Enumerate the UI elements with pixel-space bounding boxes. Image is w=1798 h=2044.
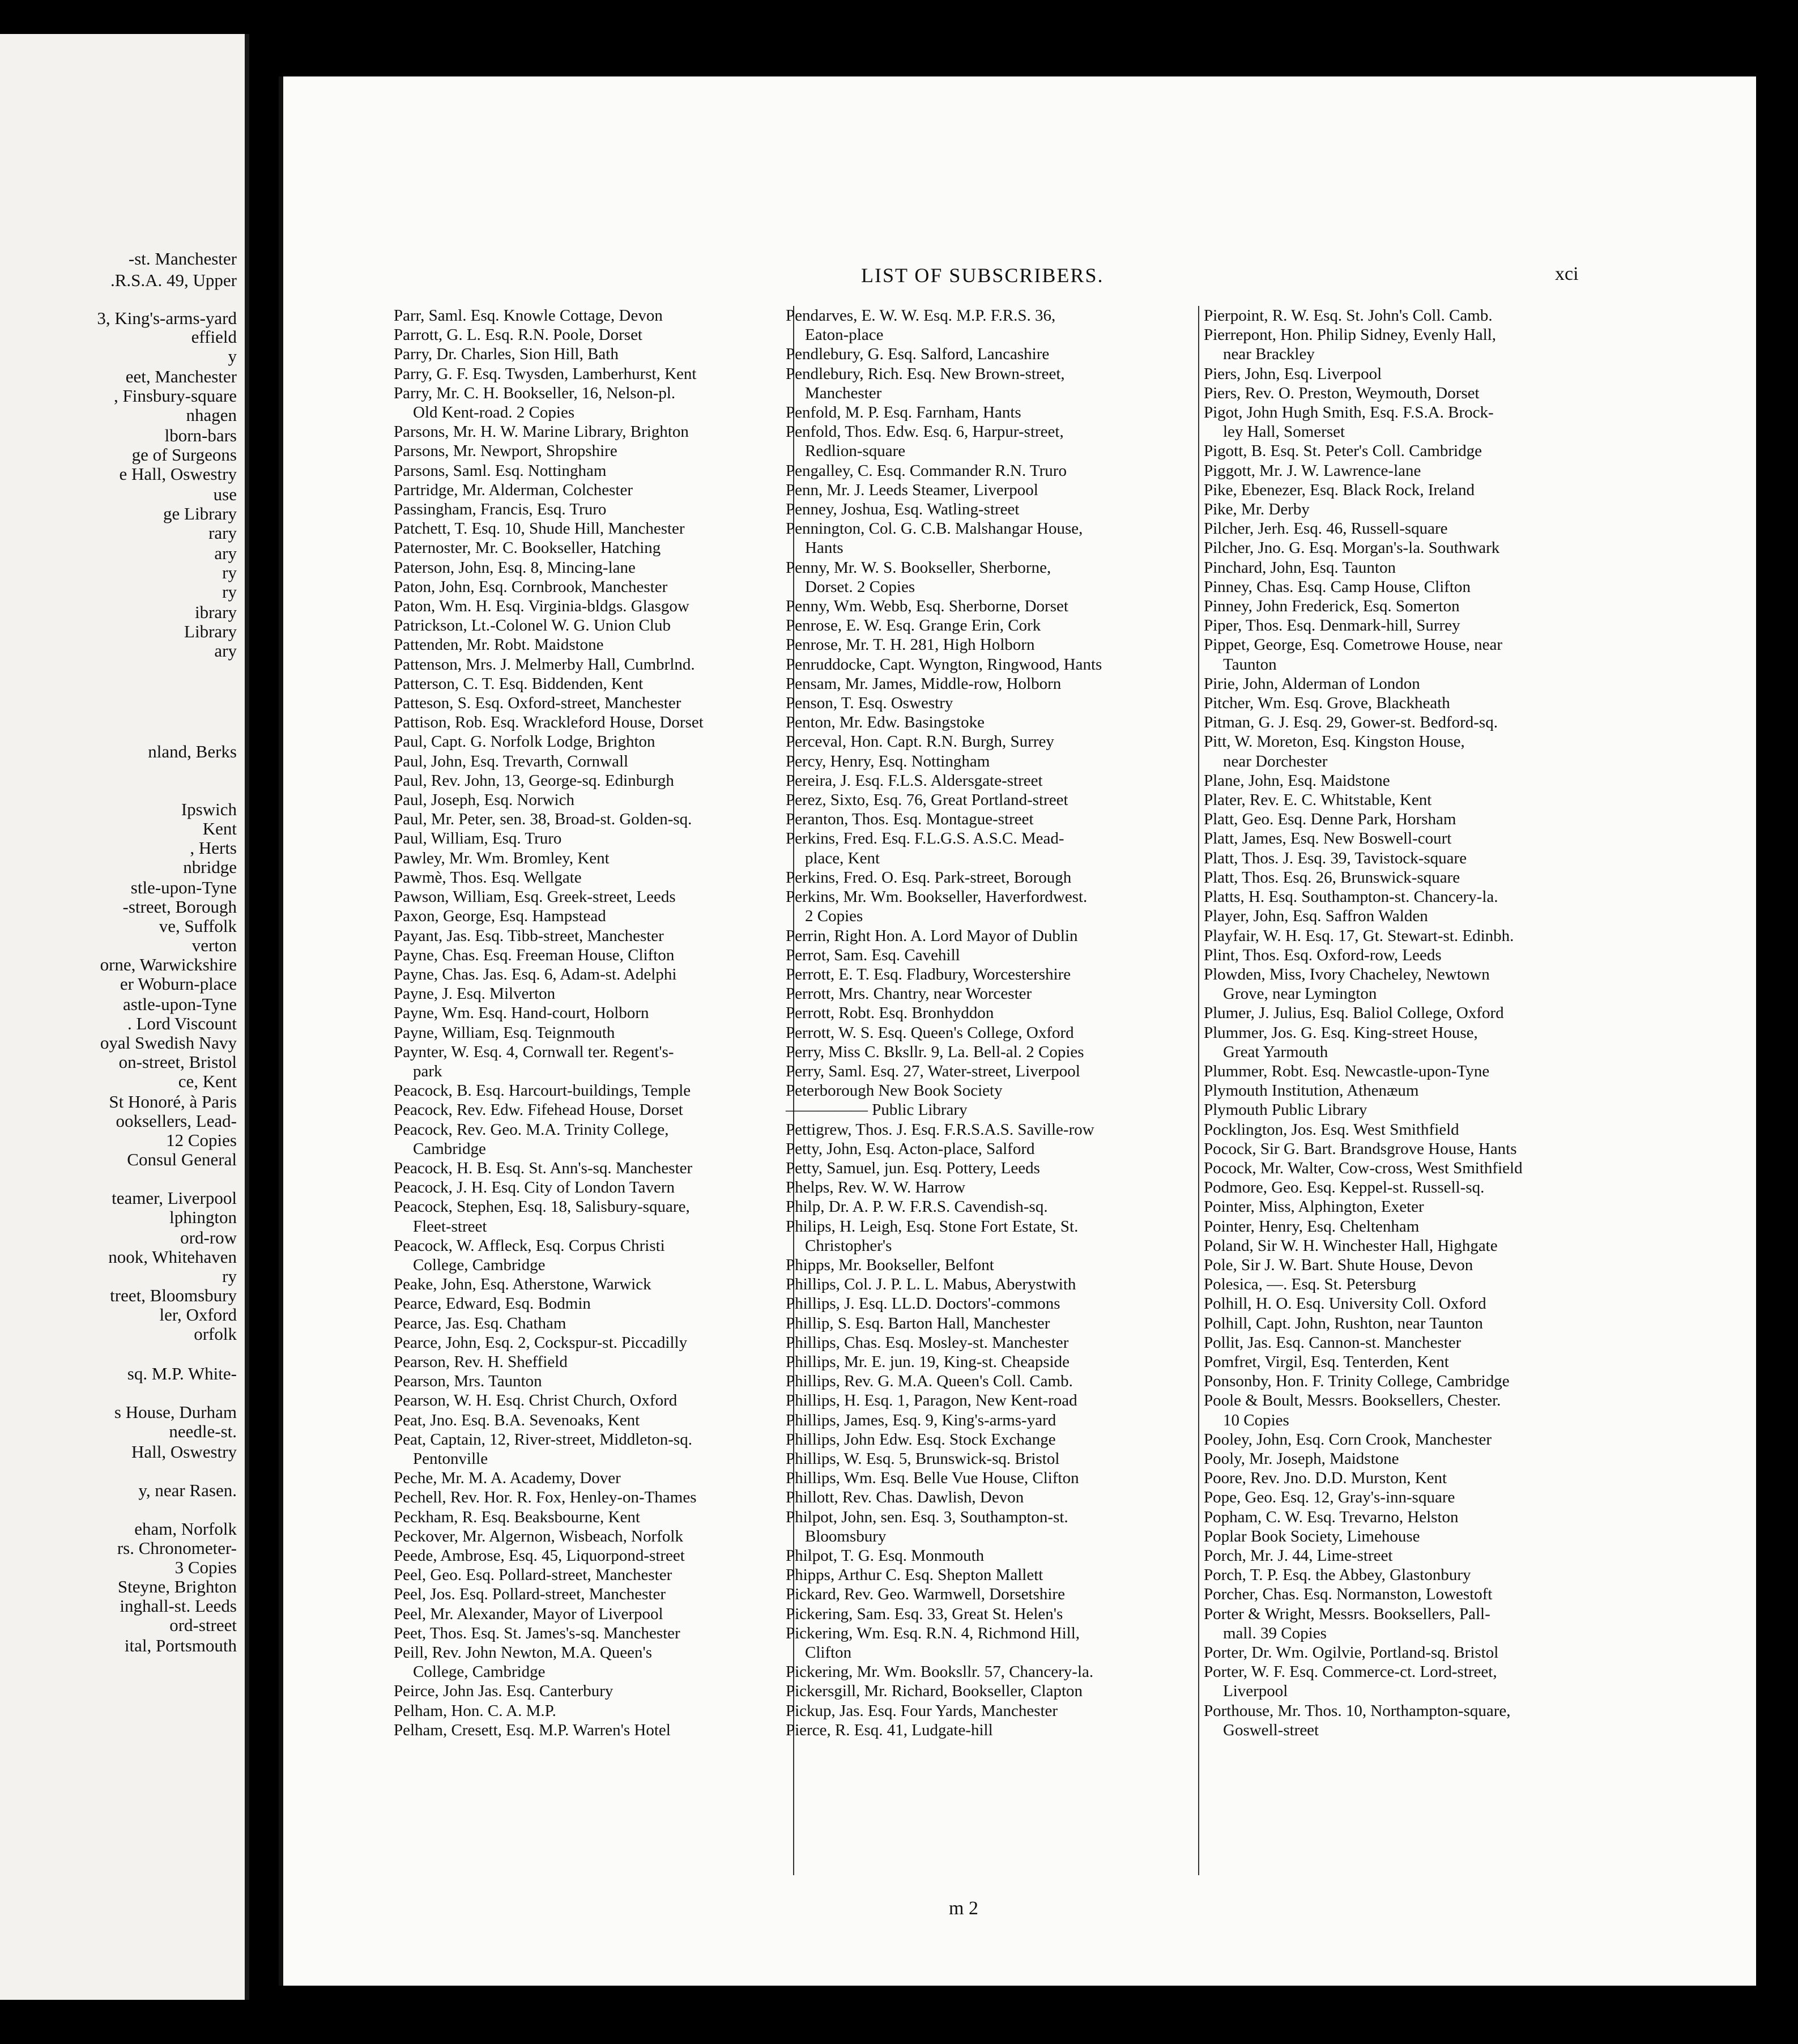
subscriber-entry: Peake, John, Esq. Atherstone, Warwick <box>394 1275 651 1294</box>
subscriber-entry: Playfair, W. H. Esq. 17, Gt. Stewart-st. Edinbh. <box>1204 926 1514 945</box>
subscriber-entry: Paul, Mr. Peter, sen. 38, Broad-st. Golden-sq. <box>394 810 692 829</box>
subscriber-entry: Poole & Boult, Messrs. Booksellers, Chester. <box>1204 1391 1501 1410</box>
subscriber-entry: Peche, Mr. M. A. Academy, Dover <box>394 1469 621 1488</box>
subscriber-entry: Penton, Mr. Edw. Basingstoke <box>786 713 985 732</box>
subscriber-entry: mall. 39 Copies <box>1223 1624 1327 1642</box>
subscriber-entry: Pigot, John Hugh Smith, Esq. F.S.A. Brock- <box>1204 403 1494 422</box>
subscriber-entry: Peede, Ambrose, Esq. 45, Liquorpond-street <box>394 1547 685 1565</box>
subscriber-entry: Paul, Joseph, Esq. Norwich <box>394 791 574 810</box>
subscriber-entry: Popham, C. W. Esq. Trevarno, Helston <box>1204 1508 1459 1526</box>
subscriber-column-2 <box>786 306 1182 1740</box>
facing-page-line: sq. M.P. White- <box>127 1364 237 1383</box>
subscriber-entry: Pawmè, Thos. Esq. Wellgate <box>394 868 582 887</box>
facing-page-line: astle-upon-Tyne <box>123 994 237 1014</box>
subscriber-entry: Plowden, Miss, Ivory Chacheley, Newtown <box>1204 965 1490 983</box>
subscriber-entry: Poland, Sir W. H. Winchester Hall, Highgate <box>1204 1236 1498 1255</box>
subscriber-entry: Paynter, W. Esq. 4, Cornwall ter. Regent's- <box>394 1042 674 1061</box>
subscriber-entry: Plymouth Public Library <box>1204 1101 1367 1119</box>
subscriber-entry: Pickup, Jas. Esq. Four Yards, Manchester <box>786 1701 1058 1720</box>
facing-page-line: , Herts <box>190 838 237 858</box>
subscriber-entry: Peckham, R. Esq. Beaksbourne, Kent <box>394 1508 640 1526</box>
facing-page-line: Library <box>184 621 237 641</box>
subscriber-entry: Peacock, Rev. Edw. Fifehead House, Dorset <box>394 1101 683 1119</box>
subscriber-entry: Fleet-street <box>413 1217 487 1236</box>
facing-page-line: nhagen <box>186 405 237 425</box>
facing-page-line: 12 Copies <box>166 1130 237 1150</box>
subscriber-entry: 2 Copies <box>805 907 863 926</box>
subscriber-entry: Patterson, C. T. Esq. Biddenden, Kent <box>394 674 644 693</box>
facing-page-line: y, near Rasen. <box>138 1480 237 1500</box>
subscriber-column-1 <box>394 306 790 1740</box>
subscriber-entry: Paterson, John, Esq. 8, Mincing-lane <box>394 558 636 577</box>
subscriber-entry: Pettigrew, Thos. J. Esq. F.R.S.A.S. Saville-row <box>786 1120 1094 1139</box>
subscriber-entry: Penson, T. Esq. Oswestry <box>786 694 953 713</box>
subscriber-entry: Parsons, Mr. H. W. Marine Library, Brighton <box>394 423 689 441</box>
subscriber-entry: Peacock, Stephen, Esq. 18, Salisbury-square, <box>394 1198 690 1216</box>
subscriber-entry: Phillips, Col. J. P. L. L. Mabus, Aberystwith <box>786 1275 1076 1294</box>
subscriber-entry: Pirie, John, Alderman of London <box>1204 674 1420 693</box>
subscriber-entry: Peat, Jno. Esq. B.A. Sevenoaks, Kent <box>394 1411 640 1429</box>
facing-page-line: nland, Berks <box>148 742 237 761</box>
subscriber-entry: Phillott, Rev. Chas. Dawlish, Devon <box>786 1488 1024 1507</box>
subscriber-entry: Parr, Saml. Esq. Knowle Cottage, Devon <box>394 306 663 325</box>
subscriber-entry: Plummer, Jos. G. Esq. King-street House, <box>1204 1023 1478 1042</box>
subscriber-entry: Pattenson, Mrs. J. Melmerby Hall, Cumbrlnd. <box>394 655 695 674</box>
subscriber-entry: Payne, J. Esq. Milverton <box>394 985 556 1003</box>
subscriber-entry: Penrose, Mr. T. H. 281, High Holborn <box>786 636 1035 654</box>
subscriber-entry: Phillips, Mr. E. jun. 19, King-st. Cheapside <box>786 1352 1070 1371</box>
facing-page-line: nbridge <box>183 857 237 877</box>
subscriber-entry: Pomfret, Virgil, Esq. Tenterden, Kent <box>1204 1352 1449 1371</box>
facing-page-line: ry <box>222 582 237 602</box>
subscriber-entry: Perrott, Mrs. Chantry, near Worcester <box>786 985 1032 1003</box>
facing-page-line: ord-row <box>180 1228 237 1247</box>
subscriber-entry: College, Cambridge <box>413 1255 546 1274</box>
subscriber-entry: Pearce, John, Esq. 2, Cockspur-st. Piccadilly <box>394 1333 688 1352</box>
subscriber-entry: Piper, Thos. Esq. Denmark-hill, Surrey <box>1204 616 1460 635</box>
subscriber-entry: Manchester <box>805 384 882 402</box>
subscriber-entry: Philips, H. Leigh, Esq. Stone Fort Estate, St. <box>786 1217 1079 1236</box>
facing-page-line: e Hall, Oswestry <box>119 464 237 484</box>
facing-page-line: stle-upon-Tyne <box>130 878 237 897</box>
facing-page-line: -st. Manchester <box>128 249 237 269</box>
subscriber-entry: Piggott, Mr. J. W. Lawrence-lane <box>1204 461 1421 480</box>
subscriber-entry: Pierce, R. Esq. 41, Ludgate-hill <box>786 1721 993 1739</box>
subscriber-entry: Pickering, Wm. Esq. R.N. 4, Richmond Hill, <box>786 1624 1080 1642</box>
facing-page-line: orfolk <box>194 1324 237 1344</box>
facing-page-line: Hall, Oswestry <box>131 1442 237 1462</box>
facing-page-line: 3 Copies <box>174 1557 237 1577</box>
page-header <box>283 263 1756 292</box>
subscriber-entry: Perrott, Robt. Esq. Bronhyddon <box>786 1004 994 1023</box>
subscriber-entry: Taunton <box>1223 655 1277 674</box>
subscriber-entry: Perry, Miss C. Bksllr. 9, La. Bell-al. 2 Copies <box>786 1042 1084 1061</box>
subscriber-entry: Pinney, John Frederick, Esq. Somerton <box>1204 597 1460 616</box>
subscriber-entry: place, Kent <box>805 849 880 867</box>
facing-page-line: oyal Swedish Navy <box>100 1033 237 1053</box>
subscriber-entry: Peacock, W. Affleck, Esq. Corpus Christi <box>394 1236 665 1255</box>
facing-page-edge <box>245 34 249 2000</box>
subscriber-entry: Pope, Geo. Esq. 12, Gray's-inn-square <box>1204 1488 1455 1507</box>
facing-page-line: -street, Borough <box>122 897 237 917</box>
subscriber-entry: Payant, Jas. Esq. Tibb-street, Manchester <box>394 926 664 945</box>
facing-page-line: ary <box>214 543 237 563</box>
subscriber-entry: Redlion-square <box>805 442 906 461</box>
subscriber-entry: Platt, James, Esq. New Boswell-court <box>1204 829 1452 848</box>
facing-page-line: er Woburn-place <box>120 974 237 994</box>
subscriber-entry: Phelps, Rev. W. W. Harrow <box>786 1178 966 1197</box>
subscriber-entry: Parsons, Saml. Esq. Nottingham <box>394 461 607 480</box>
subscriber-entry: Perkins, Fred. O. Esq. Park-street, Borough <box>786 868 1072 887</box>
facing-page-line: ge of Surgeons <box>131 445 237 465</box>
subscriber-entry: 10 Copies <box>1223 1411 1289 1429</box>
subscriber-entry: Bloomsbury <box>805 1527 887 1545</box>
subscriber-entry: Paton, John, Esq. Cornbrook, Manchester <box>394 577 668 596</box>
subscriber-entry: Phillips, Wm. Esq. Belle Vue House, Clifton <box>786 1469 1079 1488</box>
subscriber-entry: Pitt, W. Moreton, Esq. Kingston House, <box>1204 733 1465 751</box>
subscriber-entry: Phipps, Mr. Bookseller, Belfont <box>786 1255 994 1274</box>
subscriber-entry: Peacock, Rev. Geo. M.A. Trinity College, <box>394 1120 669 1139</box>
subscriber-entry: park <box>413 1062 442 1080</box>
subscriber-entry: Paton, Wm. H. Esq. Virginia-bldgs. Glasgow <box>394 597 689 616</box>
subscriber-entry: Pickersgill, Mr. Richard, Bookseller, Clapton <box>786 1682 1083 1701</box>
facing-page-line: eham, Norfolk <box>134 1519 237 1539</box>
subscriber-entry: Phillips, James, Esq. 9, King's-arms-yard <box>786 1411 1056 1429</box>
subscriber-entry: Pendlebury, G. Esq. Salford, Lancashire <box>786 345 1050 364</box>
subscriber-entry: Pattison, Rob. Esq. Wrackleford House, Dorset <box>394 713 704 732</box>
subscriber-entry: Perrott, W. S. Esq. Queen's College, Oxford <box>786 1023 1074 1042</box>
subscriber-entry: Porch, Mr. J. 44, Lime-street <box>1204 1547 1393 1565</box>
subscriber-entry: Pooly, Mr. Joseph, Maidstone <box>1204 1449 1399 1468</box>
facing-page-line: nook, Whitehaven <box>108 1247 237 1267</box>
subscriber-entry: Player, John, Esq. Saffron Walden <box>1204 907 1428 926</box>
subscriber-entry: Penrose, E. W. Esq. Grange Erin, Cork <box>786 616 1041 635</box>
facing-page-line: 3, King's-arms-yard <box>97 308 237 328</box>
subscriber-entry: Plymouth Institution, Athenæum <box>1204 1081 1419 1100</box>
subscriber-entry: Pickering, Sam. Esq. 33, Great St. Helen's <box>786 1604 1063 1623</box>
subscriber-entry: Peat, Captain, 12, River-street, Middleton-sq. <box>394 1430 692 1449</box>
facing-page-line: lborn-bars <box>164 425 237 445</box>
subscriber-entry: Partridge, Mr. Alderman, Colchester <box>394 480 633 499</box>
subscriber-entry: Pocock, Mr. Walter, Cow-cross, West Smithfield <box>1204 1159 1523 1177</box>
subscriber-entry: Pole, Sir J. W. Bart. Shute House, Devon <box>1204 1255 1473 1274</box>
subscriber-entry: Liverpool <box>1223 1682 1288 1701</box>
subscriber-entry: Pelham, Cresett, Esq. M.P. Warren's Hotel <box>394 1721 671 1739</box>
subscriber-entry: Parry, Mr. C. H. Bookseller, 16, Nelson-pl. <box>394 384 676 402</box>
facing-page-line: ord-street <box>169 1615 237 1635</box>
subscriber-entry: Penn, Mr. J. Leeds Steamer, Liverpool <box>786 480 1038 499</box>
subscriber-entry: Cambridge <box>413 1139 486 1158</box>
subscriber-entry: Penfold, Thos. Edw. Esq. 6, Harpur-street, <box>786 423 1064 441</box>
subscriber-entry: Phillips, W. Esq. 5, Brunswick-sq. Bristol <box>786 1449 1060 1468</box>
subscriber-entry: Eaton-place <box>805 326 884 344</box>
subscriber-entry: Pinchard, John, Esq. Taunton <box>1204 558 1396 577</box>
subscriber-entry: Peacock, B. Esq. Harcourt-buildings, Temple <box>394 1081 691 1100</box>
subscriber-entry: Paul, William, Esq. Truro <box>394 829 562 848</box>
facing-page-line: on-street, Bristol <box>118 1052 237 1072</box>
subscriber-entry: Payne, Wm. Esq. Hand-court, Holborn <box>394 1004 649 1023</box>
subscriber-entry: Phipps, Arthur C. Esq. Shepton Mallett <box>786 1566 1043 1585</box>
subscriber-entry: Pattenden, Mr. Robt. Maidstone <box>394 636 604 654</box>
subscriber-entry: Pitcher, Wm. Esq. Grove, Blackheath <box>1204 694 1450 713</box>
subscriber-entry: Patteson, S. Esq. Oxford-street, Manchester <box>394 694 681 713</box>
subscriber-entry: Peranton, Thos. Esq. Montague-street <box>786 810 1034 829</box>
facing-page-line: St Honoré, à Paris <box>109 1092 237 1112</box>
subscriber-entry: Pearson, Rev. H. Sheffield <box>394 1352 568 1371</box>
subscriber-entry: Paul, Capt. G. Norfolk Lodge, Brighton <box>394 733 655 751</box>
subscriber-entry: Plumer, J. Julius, Esq. Baliol College, Oxford <box>1204 1004 1504 1023</box>
subscriber-entry: Peterborough New Book Society <box>786 1081 1003 1100</box>
subscriber-entry: Pitman, G. J. Esq. 29, Gower-st. Bedford-sq. <box>1204 713 1498 732</box>
subscriber-entry: Poplar Book Society, Limehouse <box>1204 1527 1420 1545</box>
facing-page-line: Ipswich <box>181 799 237 819</box>
subscriber-entry: Pilcher, Jerh. Esq. 46, Russell-square <box>1204 519 1448 538</box>
facing-page-line: ooksellers, Lead- <box>116 1111 237 1131</box>
facing-page-line: ve, Suffolk <box>159 916 237 936</box>
subscriber-entry: Clifton <box>805 1643 852 1662</box>
subscriber-entry: Peirce, John Jas. Esq. Canterbury <box>394 1682 613 1701</box>
subscriber-entry: Pierrepont, Hon. Philip Sidney, Evenly Hall, <box>1204 326 1497 344</box>
page-number: xci <box>1555 263 1579 284</box>
facing-page-line: y <box>228 346 237 366</box>
facing-page-line: needle-st. <box>169 1421 237 1441</box>
signature-mark: m 2 <box>949 1898 978 1919</box>
subscriber-entry: Old Kent-road. 2 Copies <box>413 403 575 422</box>
subscriber-entry: Plummer, Robt. Esq. Newcastle-upon-Tyne <box>1204 1062 1490 1080</box>
subscriber-entry: Pearson, W. H. Esq. Christ Church, Oxford <box>394 1391 678 1410</box>
subscriber-entry: Perkins, Fred. Esq. F.L.G.S. A.S.C. Mead- <box>786 829 1064 848</box>
subscriber-entry: Perrot, Sam. Esq. Cavehill <box>786 946 960 964</box>
subscriber-entry: Penfold, M. P. Esq. Farnham, Hants <box>786 403 1021 422</box>
subscriber-entry: Penney, Joshua, Esq. Watling-street <box>786 500 1020 519</box>
subscriber-entry: Philpot, John, sen. Esq. 3, Southampton-st. <box>786 1508 1068 1526</box>
subscriber-entry: Pensam, Mr. James, Middle-row, Holborn <box>786 674 1062 693</box>
subscriber-entry: Phillips, John Edw. Esq. Stock Exchange <box>786 1430 1056 1449</box>
subscriber-entry: Phillip, S. Esq. Barton Hall, Manchester <box>786 1314 1050 1332</box>
subscriber-entry: Peacock, J. H. Esq. City of London Tavern <box>394 1178 675 1197</box>
facing-page-line: ry <box>222 1266 237 1286</box>
subscriber-entry: Pawley, Mr. Wm. Bromley, Kent <box>394 849 610 867</box>
facing-page-line: Consul General <box>127 1149 237 1169</box>
subscriber-entry: Pearce, Edward, Esq. Bodmin <box>394 1294 591 1313</box>
subscriber-entry: Perrin, Right Hon. A. Lord Mayor of Dublin <box>786 926 1078 945</box>
subscriber-entry: Hants <box>805 539 843 557</box>
subscriber-entry: Podmore, Geo. Esq. Keppel-st. Russell-sq. <box>1204 1178 1485 1197</box>
subscriber-entry: Pilcher, Jno. G. Esq. Morgan's-la. Southwark <box>1204 539 1500 557</box>
subscriber-entry: Ponsonby, Hon. F. Trinity College, Cambridge <box>1204 1372 1510 1391</box>
facing-page-line: Steyne, Brighton <box>117 1577 237 1596</box>
facing-page-line: ce, Kent <box>178 1071 237 1091</box>
subscriber-entry: Payne, Chas. Jas. Esq. 6, Adam-st. Adelphi <box>394 965 677 983</box>
subscriber-entry: Pollit, Jas. Esq. Cannon-st. Manchester <box>1204 1333 1462 1352</box>
facing-page-line: treet, Bloomsbury <box>110 1285 237 1305</box>
subscriber-entry: Paul, Rev. John, 13, George-sq. Edinburgh <box>394 771 674 790</box>
subscriber-entry: Pickard, Rev. Geo. Warmwell, Dorsetshire <box>786 1585 1065 1604</box>
subscriber-entry: Christopher's <box>805 1236 892 1255</box>
subscriber-entry: Pickering, Mr. Wm. Booksllr. 57, Chancery-la. <box>786 1663 1094 1681</box>
subscriber-entry: Porter, Dr. Wm. Ogilvie, Portland-sq. Bristol <box>1204 1643 1499 1662</box>
subscriber-entry: Platt, Geo. Esq. Denne Park, Horsham <box>1204 810 1456 829</box>
facing-page-line: ital, Portsmouth <box>124 1636 237 1655</box>
facing-page-line: ler, Oxford <box>159 1305 237 1325</box>
subscriber-entry: Piers, Rev. O. Preston, Weymouth, Dorset <box>1204 384 1480 402</box>
subscriber-entry: Pike, Mr. Derby <box>1204 500 1310 519</box>
subscriber-entry: Peet, Thos. Esq. St. James's-sq. Manchester <box>394 1624 680 1642</box>
subscriber-entry: Plint, Thos. Esq. Oxford-row, Leeds <box>1204 946 1442 964</box>
subscriber-entry: Pearson, Mrs. Taunton <box>394 1372 542 1391</box>
subscriber-entry: Penny, Mr. W. S. Bookseller, Sherborne, <box>786 558 1051 577</box>
subscriber-entry: Philp, Dr. A. P. W. F.R.S. Cavendish-sq. <box>786 1198 1048 1216</box>
subscriber-entry: Peel, Jos. Esq. Pollard-street, Manchester <box>394 1585 666 1604</box>
subscriber-entry: Peel, Mr. Alexander, Mayor of Liverpool <box>394 1604 663 1623</box>
subscriber-entry: Platt, Thos. Esq. 26, Brunswick-square <box>1204 868 1460 887</box>
subscriber-entry: Peill, Rev. John Newton, M.A. Queen's <box>394 1643 653 1662</box>
subscriber-entry: Polhill, Capt. John, Rushton, near Taunton <box>1204 1314 1483 1332</box>
facing-page-line: , Finsbury-square <box>114 386 237 406</box>
subscriber-entry: Pierpoint, R. W. Esq. St. John's Coll. Camb. <box>1204 306 1493 325</box>
subscriber-entry: Porch, T. P. Esq. the Abbey, Glastonbury <box>1204 1566 1471 1585</box>
subscriber-entry: Pooley, John, Esq. Corn Crook, Manchester <box>1204 1430 1492 1449</box>
subscriber-entry: Perry, Saml. Esq. 27, Water-street, Liverpool <box>786 1062 1080 1080</box>
subscriber-page <box>283 76 1756 1986</box>
subscriber-entry: Paul, John, Esq. Trevarth, Cornwall <box>394 752 629 770</box>
subscriber-entry: Platts, H. Esq. Southampton-st. Chancery-la. <box>1204 888 1498 906</box>
facing-page-line: teamer, Liverpool <box>112 1188 237 1208</box>
subscriber-entry: Pelham, Hon. C. A. M.P. <box>394 1701 556 1720</box>
facing-page-line: ibrary <box>194 602 237 622</box>
subscriber-entry: Patchett, T. Esq. 10, Shude Hill, Manchester <box>394 519 685 538</box>
subscriber-entry: Penny, Wm. Webb, Esq. Sherborne, Dorset <box>786 597 1068 616</box>
subscriber-entry: College, Cambridge <box>413 1663 546 1681</box>
facing-page-line: eet, Manchester <box>125 367 237 386</box>
subscriber-entry: Penruddocke, Capt. Wyngton, Ringwood, Hants <box>786 655 1102 674</box>
column-divider <box>1198 306 1199 1875</box>
subscriber-entry: Perceval, Hon. Capt. R.N. Burgh, Surrey <box>786 733 1054 751</box>
subscriber-entry: Peckover, Mr. Algernon, Wisbeach, Norfolk <box>394 1527 683 1545</box>
facing-page-line: ary <box>214 641 237 661</box>
subscriber-entry: near Dorchester <box>1223 752 1328 770</box>
subscriber-entry: Parrott, G. L. Esq. R.N. Poole, Dorset <box>394 326 642 344</box>
subscriber-entry: Great Yarmouth <box>1223 1042 1328 1061</box>
subscriber-entry: Goswell-street <box>1223 1721 1319 1739</box>
facing-page-line: inghall-st. Leeds <box>120 1596 237 1616</box>
subscriber-entry: Peacock, H. B. Esq. St. Ann's-sq. Manchester <box>394 1159 693 1177</box>
subscriber-entry: Phillips, Chas. Esq. Mosley-st. Manchester <box>786 1333 1069 1352</box>
subscriber-entry: Peel, Geo. Esq. Pollard-street, Manchester <box>394 1566 672 1585</box>
subscriber-entry: Platt, Thos. J. Esq. 39, Tavistock-square <box>1204 849 1467 867</box>
subscriber-entry: Pocklington, Jos. Esq. West Smithfield <box>1204 1120 1459 1139</box>
subscriber-entry: Pengalley, C. Esq. Commander R.N. Truro <box>786 461 1067 480</box>
subscriber-entry: Passingham, Francis, Esq. Truro <box>394 500 607 519</box>
subscriber-entry: Pike, Ebenezer, Esq. Black Rock, Ireland <box>1204 480 1475 499</box>
subscriber-entry: Pechell, Rev. Hor. R. Fox, Henley-on-Thames <box>394 1488 697 1507</box>
subscriber-entry: Patrickson, Lt.-Colonel W. G. Union Club <box>394 616 671 635</box>
subscriber-entry: Poore, Rev. Jno. D.D. Murston, Kent <box>1204 1469 1447 1488</box>
facing-page-line: effield <box>191 327 237 347</box>
subscriber-entry: Plater, Rev. E. C. Whitstable, Kent <box>1204 791 1432 810</box>
subscriber-entry: Pocock, Sir G. Bart. Brandsgrove House, Hants <box>1204 1139 1517 1158</box>
facing-page-line: s House, Durham <box>114 1402 237 1422</box>
facing-page-line: . Lord Viscount <box>127 1014 237 1033</box>
subscriber-entry: Polesica, —. Esq. St. Petersburg <box>1204 1275 1416 1294</box>
facing-page <box>0 34 249 2000</box>
facing-page-line: verton <box>191 935 237 955</box>
facing-page-line: Kent <box>202 819 237 838</box>
subscriber-entry: near Brackley <box>1223 345 1315 364</box>
facing-page-line: lphington <box>169 1207 237 1227</box>
subscriber-entry: Perrott, E. T. Esq. Fladbury, Worcestershire <box>786 965 1071 983</box>
subscriber-entry: Percy, Henry, Esq. Nottingham <box>786 752 990 770</box>
subscriber-entry: Porter & Wright, Messrs. Booksellers, Pall- <box>1204 1604 1490 1623</box>
subscriber-entry: Phillips, Rev. G. M.A. Queen's Coll. Camb. <box>786 1372 1073 1391</box>
subscriber-entry: Parry, G. F. Esq. Twysden, Lamberhurst, Kent <box>394 364 697 383</box>
subscriber-entry: Polhill, H. O. Esq. University Coll. Oxford <box>1204 1294 1486 1313</box>
subscriber-entry: Paternoster, Mr. C. Bookseller, Hatching <box>394 539 661 557</box>
subscriber-column-3 <box>1204 306 1600 1740</box>
subscriber-entry: Philpot, T. G. Esq. Monmouth <box>786 1547 985 1565</box>
subscriber-entry: Parry, Dr. Charles, Sion Hill, Bath <box>394 345 619 364</box>
subscriber-entry: Paxon, George, Esq. Hampstead <box>394 907 606 926</box>
subscriber-entry: Pawson, William, Esq. Greek-street, Leeds <box>394 888 676 906</box>
facing-page-line: rs. Chronometer- <box>117 1538 237 1558</box>
subscriber-entry: Pereira, J. Esq. F.L.S. Aldersgate-street <box>786 771 1043 790</box>
facing-page-line: use <box>213 484 237 504</box>
subscriber-entry: Payne, Chas. Esq. Freeman House, Clifton <box>394 946 675 964</box>
subscriber-entry: Petty, Samuel, jun. Esq. Pottery, Leeds <box>786 1159 1040 1177</box>
facing-page-line: orne, Warwickshire <box>100 955 237 974</box>
subscriber-entry: Parsons, Mr. Newport, Shropshire <box>394 442 617 461</box>
facing-page-line: ry <box>222 563 237 582</box>
subscriber-entry: Perez, Sixto, Esq. 76, Great Portland-street <box>786 791 1068 810</box>
subscriber-entry: Pippet, George, Esq. Cometrowe House, near <box>1204 636 1502 654</box>
subscriber-entry: Plane, John, Esq. Maidstone <box>1204 771 1390 790</box>
subscriber-entry: Pigott, B. Esq. St. Peter's Coll. Cambridge <box>1204 442 1482 461</box>
page-title: LIST OF SUBSCRIBERS. <box>861 264 1104 287</box>
subscriber-entry: Pennington, Col. G. C.B. Malshangar House, <box>786 519 1083 538</box>
facing-page-line: rary <box>208 523 237 543</box>
subscriber-entry: Porter, W. F. Esq. Commerce-ct. Lord-street, <box>1204 1663 1497 1681</box>
subscriber-entry: ley Hall, Somerset <box>1223 423 1345 441</box>
subscriber-entry: Pointer, Henry, Esq. Cheltenham <box>1204 1217 1420 1236</box>
subscriber-entry: Piers, John, Esq. Liverpool <box>1204 364 1382 383</box>
facing-page-line: .R.S.A. 49, Upper <box>110 270 237 290</box>
subscriber-entry: Dorset. 2 Copies <box>805 577 915 596</box>
subscriber-entry: Pointer, Miss, Alphington, Exeter <box>1204 1198 1424 1216</box>
subscriber-entry: Pendarves, E. W. W. Esq. M.P. F.R.S. 36, <box>786 306 1056 325</box>
subscriber-entry: Payne, William, Esq. Teignmouth <box>394 1023 615 1042</box>
facing-page-line: ge Library <box>163 504 237 523</box>
subscriber-entry: Phillips, H. Esq. 1, Paragon, New Kent-road <box>786 1391 1077 1410</box>
subscriber-entry: ————— Public Library <box>786 1101 968 1119</box>
subscriber-entry: Petty, John, Esq. Acton-place, Salford <box>786 1139 1035 1158</box>
subscriber-entry: Phillips, J. Esq. LL.D. Doctors'-commons <box>786 1294 1060 1313</box>
subscriber-entry: Pendlebury, Rich. Esq. New Brown-street, <box>786 364 1065 383</box>
subscriber-entry: Porthouse, Mr. Thos. 10, Northampton-square, <box>1204 1701 1511 1720</box>
subscriber-entry: Grove, near Lymington <box>1223 985 1377 1003</box>
subscriber-entry: Pentonville <box>413 1449 488 1468</box>
subscriber-entry: Pinney, Chas. Esq. Camp House, Clifton <box>1204 577 1471 596</box>
subscriber-entry: Perkins, Mr. Wm. Bookseller, Haverfordwest. <box>786 888 1088 906</box>
subscriber-entry: Pearce, Jas. Esq. Chatham <box>394 1314 566 1332</box>
subscriber-entry: Porcher, Chas. Esq. Normanston, Lowestoft <box>1204 1585 1493 1604</box>
